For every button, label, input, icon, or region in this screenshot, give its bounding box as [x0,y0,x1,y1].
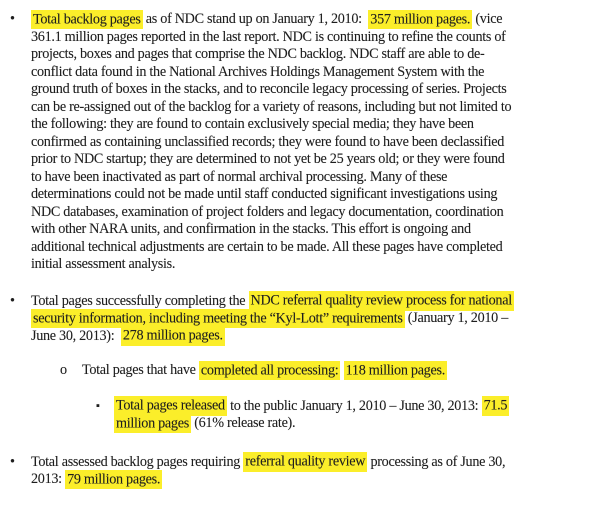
text-line [31,256,600,274]
plain-text: with other NARA units, and confirmation in the stacks. This effort is ongoing and [31,221,471,237]
text-line [31,29,600,47]
highlighted-text: referral quality review [245,453,366,470]
text-line [31,239,600,257]
bullet-item [0,293,600,346]
highlighted-text: million pages [116,415,189,431]
highlighted-text: Total backlog pages [33,11,141,27]
text-line [31,116,600,134]
plain-text: determinations could not be made until staff conducted significant investigations using [31,186,498,202]
text-line [31,81,600,99]
text-line [114,415,600,433]
bullet-text [31,454,600,489]
text-line [31,151,600,169]
plain-text: (January 1, 2010 – [404,310,509,326]
text-line [31,471,600,489]
text-line [31,310,600,328]
bullet-text [31,293,600,346]
bullet-text [82,362,600,380]
plain-text: (vice [472,11,503,27]
plain-text: to have been inactivated as part of normal archival processing. Many of these [31,168,448,185]
text-line [31,64,600,82]
disc-bullet-icon: • [10,292,15,309]
highlighted-text: completed all processing: [200,362,339,378]
plain-text: prior to NDC startup; they are determined to not yet be 25 years old; or they were found [31,151,505,167]
plain-text: to the public January 1, 2010 – June 30, 2013: [226,397,482,414]
text-line [82,362,600,380]
highlighted-text: 118 million pages. [345,362,445,378]
plain-text: processing as of June 30, [367,453,506,470]
plain-text: confirmed as containing unclassified records; they were found to have been declassified [31,133,505,150]
square-bullet-icon: ▪ [96,399,100,412]
highlighted-text: NDC referral quality review process for national [250,292,512,309]
plain-text: the following: they are found to contain exclusively special media; they have been [31,116,474,132]
text-line [31,46,600,64]
highlighted-text: Total pages released [116,397,225,414]
plain-text: (61% release rate). [190,415,296,431]
plain-text: Total assessed backlog pages requiring [31,453,244,470]
plain-text: as of NDC stand up on January 1, 2010: [142,11,369,27]
plain-text: can be re-assigned out of the backlog for a variety of reasons, including but not limited to [31,98,512,115]
plain-text: 2013: [31,471,66,487]
bullet-item [0,454,600,489]
text-line [31,204,600,222]
bullet-item [0,11,600,274]
text-line [31,99,600,117]
plain-text: projects, boxes and pages that comprise the NDC backlog. NDC staff are able to de- [31,46,485,62]
plain-text: conflict data found in the National Archives Holdings Management System with the [31,63,485,80]
text-line [31,169,600,187]
highlighted-text: 357 million pages. [370,11,471,27]
highlighted-text: 278 million pages. [122,327,223,344]
plain-text: NDC databases, examination of project folders and legacy documentation, coordination [31,203,504,220]
bullet-item [0,362,600,380]
document-body [0,11,600,489]
disc-bullet-icon: • [10,453,15,470]
bullet-text [114,398,600,433]
highlighted-text: 71.5 [483,397,508,414]
highlighted-text: 79 million pages. [67,471,161,487]
text-line [31,328,600,346]
plain-text: Total pages that have [82,362,199,378]
bullet-text [31,11,600,274]
highlighted-text: security information, including meeting the “Kyl-Lott” requirements [33,310,403,326]
bullet-item [0,398,600,433]
plain-text: 361.1 million pages reported in the last report. NDC is continuing to refine the counts of [31,28,506,45]
plain-text: additional technical adjustments are certain to be made. All these pages have completed [31,238,503,255]
text-line [31,454,600,472]
text-line [31,221,600,239]
plain-text: June 30, 2013): [31,327,121,344]
text-line [31,11,600,29]
text-line [114,398,600,416]
plain-text: Total pages successfully completing the [31,292,249,309]
text-line [31,186,600,204]
plain-text: ground truth of boxes in the stacks, and to reconcile legacy processing of series. Projects [31,81,507,97]
plain-text: initial assessment analysis. [31,256,176,272]
disc-bullet-icon: • [10,11,15,27]
text-line [31,293,600,311]
text-line [31,134,600,152]
circle-bullet-icon: o [60,362,67,378]
